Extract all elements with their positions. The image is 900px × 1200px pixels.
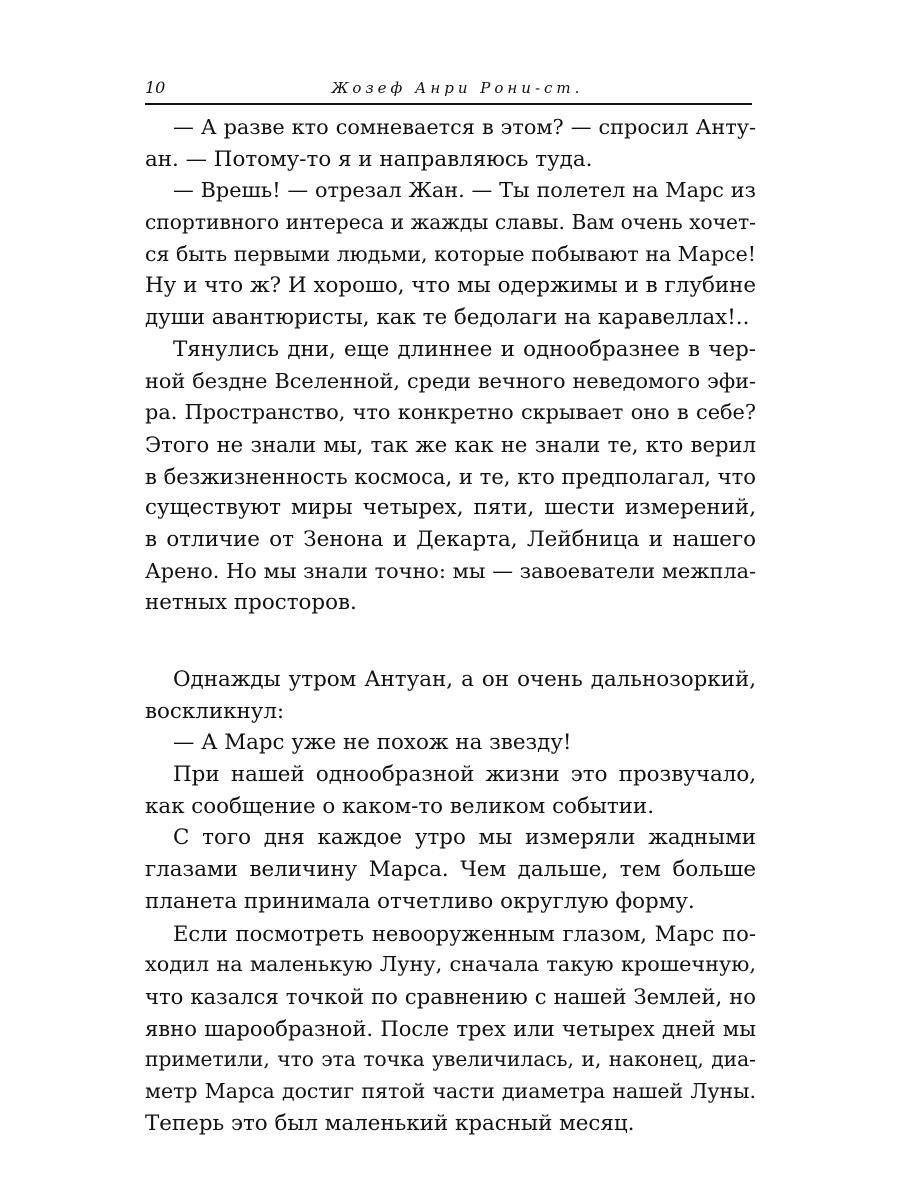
text-line: ан. — Потому-то я и направляюсь туда.: [145, 146, 593, 172]
text-line: в безжизненность космоса, и те, кто предполагал, что: [145, 463, 756, 489]
page-number: 10: [145, 78, 166, 97]
text-line: Тянулись дни, еще длиннее и однообразнее в чер-: [173, 336, 756, 362]
page-header: [145, 76, 752, 102]
text-line: в отличие от Зенона и Декарта, Лейбница и нашего: [145, 526, 756, 552]
text-line: спортивного интереса и жажды славы. Вам очень хочет-: [145, 210, 756, 235]
text-line: воскликнул:: [145, 698, 285, 724]
text-line: что казался точкой по сравнению с нашей Землей, но: [145, 983, 756, 1009]
text-line: планета принимала отчетливо округлую форму.: [145, 888, 695, 914]
text-line: существуют миры четырех, пяти, шести измерений,: [145, 495, 756, 521]
text-line: Арено. Но мы знали точно: мы — завоеватели межпла-: [145, 558, 756, 583]
text-line: метр Марса достиг пятой части диаметра нашей Луны.: [145, 1078, 756, 1103]
text-line: Ну и что ж? И хорошо, что мы одержимы и в глубине: [145, 273, 756, 299]
text-line: Теперь это был маленький красный месяц.: [145, 1110, 635, 1136]
text-section-top: [145, 112, 756, 619]
text-line: ной бездне Вселенной, среди вечного неведомого эфи-: [145, 368, 756, 393]
text-line: ся быть первыми людьми, которые побывают на Марсе!: [145, 241, 756, 266]
text-section-bottom: [145, 664, 756, 1139]
header-rule: [145, 103, 752, 105]
text-line: — Врешь! — отрезал Жан. — Ты полетел на Марс из: [173, 178, 756, 203]
text-line: нетных просторов.: [145, 590, 357, 616]
running-title: Жозеф Анри Рони-ст.: [331, 79, 584, 97]
text-line: — А Марс уже не похож на звезду!: [173, 730, 572, 756]
text-line: как сообщение о каком-то великом событии.: [145, 793, 654, 819]
text-line: явно шарообразной. После трех или четырех дней мы: [145, 1015, 756, 1041]
text-line: Если посмотреть невооруженным глазом, Марс по-: [173, 920, 756, 946]
text-line: При нашей однообразной жизни это прозвучало,: [173, 762, 756, 788]
text-line: Однажды утром Антуан, а он очень дальнозоркий,: [173, 667, 756, 692]
text-line: ра. Пространство, что конкретно скрывает оно в себе?: [145, 400, 756, 425]
text-line: Этого не знали мы, так же как не знали те, кто верил: [145, 431, 756, 457]
text-line: — А разве кто сомневается в этом? — спросил Анту-: [173, 115, 756, 139]
text-line: приметили, что эта точка увеличилась, и, наконец, диа-: [145, 1047, 756, 1072]
text-line: ходил на маленькую Луну, сначала такую крошечную,: [145, 952, 756, 977]
text-line: души авантюристы, как те бедолаги на каравеллах!..: [145, 305, 750, 331]
text-line: глазами величину Марса. Чем дальше, тем больше: [145, 857, 756, 883]
text-line: С того дня каждое утро мы измеряли жадными: [173, 825, 756, 851]
